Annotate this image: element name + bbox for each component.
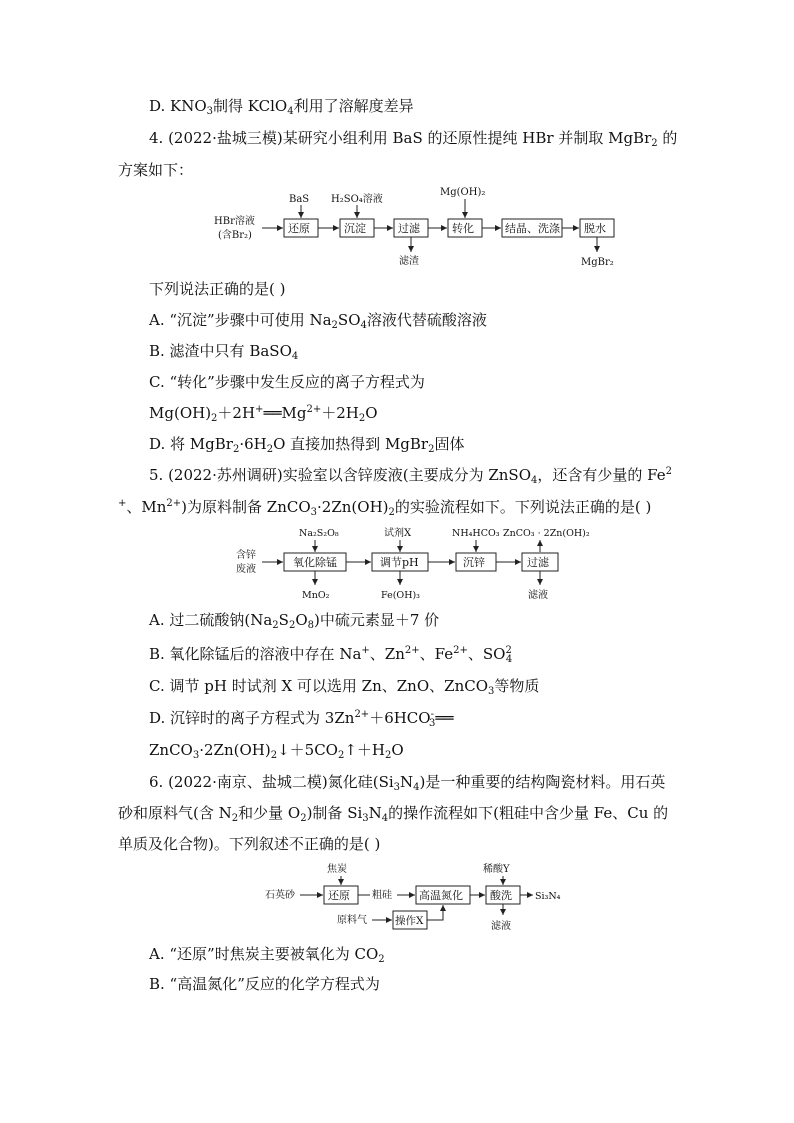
q4-step-crystallize: 结晶、洗涤: [505, 222, 560, 235]
subscript: 3: [428, 718, 436, 729]
q4-output-mgbr2: MgBr₂: [581, 257, 614, 268]
q6-crude-silicon: 粗硅: [372, 890, 392, 901]
text: 方案如下：: [118, 161, 194, 179]
text: D. 将 MgBr: [149, 435, 233, 453]
subscript: 2: [231, 813, 239, 824]
subscript: 2: [385, 750, 392, 761]
text: B. 滤渣中只有 BaSO: [149, 342, 292, 360]
text: ＋2H: [217, 404, 256, 422]
subscript: 2: [270, 750, 278, 761]
q4-step-precipitate: 沉淀: [344, 222, 366, 235]
subscript: 4: [291, 351, 299, 362]
q4-step-reduce: 还原: [288, 222, 310, 235]
text: 等物质: [494, 677, 540, 695]
subscript: 2: [331, 320, 338, 331]
text: 的实验流程如下。下列说法正确的是( ): [394, 498, 652, 516]
text: 4. (2022·盐城三模)某研究小组利用 BaS 的还原性提纯 HBr 并制取 MgBr: [149, 129, 652, 147]
text: N: [400, 773, 414, 791]
subscript: 2: [211, 413, 218, 424]
text: )制备 Si: [306, 804, 363, 822]
text: B. 氧化除锰后的溶液中存在 Na: [149, 645, 362, 663]
q4-output-residue: 滤渣: [399, 256, 419, 267]
text: ，还含有少量的 Fe: [537, 466, 666, 484]
text: 、Zn: [369, 645, 405, 663]
text: N: [368, 804, 382, 822]
q6-output-si3n4: Si₃N₄: [535, 891, 561, 902]
q6-option-a: [149, 944, 385, 964]
text: D. 沉锌时的离子方程式为 3Zn: [149, 709, 355, 727]
q6-step-operation-x: 操作X: [395, 915, 424, 927]
q5-step-precipitate-zinc: 沉锌: [463, 556, 485, 569]
subscript: 2: [388, 507, 395, 518]
text: Mg(OH): [149, 404, 212, 422]
superscript: 2+: [404, 645, 420, 656]
q5-input-label-2: 废液: [236, 564, 256, 575]
superscript: 2: [665, 466, 672, 477]
text: 5. (2022·苏州调研)实验室以含锌废液(主要成分为 ZnSO: [149, 466, 532, 484]
text: ↑＋H: [344, 741, 386, 759]
q5-input-label: 含锌: [236, 550, 256, 561]
text: A. “沉淀”步骤中可使用 Na: [149, 311, 332, 329]
q5-step-adjust-ph: 调节pH: [380, 556, 419, 569]
q4-reagent-h2so4: H₂SO₄溶液: [331, 194, 383, 205]
subscript: 4: [287, 106, 294, 117]
q5-output-product: ZnCO₃ · 2Zn(OH)₂: [503, 528, 590, 539]
q6-step-reduce: 还原: [328, 889, 350, 902]
text: A. “还原”时焦炭主要被氧化为 CO: [149, 945, 379, 963]
subscript: 2: [232, 444, 240, 455]
text: 制得 KClO: [213, 97, 288, 115]
subscript: 4: [360, 320, 367, 331]
text: ·2Zn(OH): [199, 741, 271, 759]
text: ══Mg: [263, 404, 307, 422]
text: B. “高温氮化”反应的化学方程式为: [149, 975, 380, 993]
text: C. “转化”步骤中发生反应的离子方程式为: [149, 373, 425, 391]
text: 、Fe: [419, 645, 454, 663]
subscript: 2: [428, 444, 435, 455]
superscript: 2: [505, 645, 512, 656]
subscript: 3: [206, 106, 214, 117]
text: O: [365, 404, 378, 422]
text: 、Mn: [126, 498, 167, 516]
text: ＋6HCO: [369, 709, 431, 727]
text: 单质及化合物)。下列叙述不正确的是( ): [118, 835, 381, 853]
text: ＋2H: [321, 404, 359, 422]
subscript: 4: [413, 782, 420, 793]
text: 利用了溶解度差异: [293, 97, 414, 115]
q6-reagent-coke: 焦炭: [327, 864, 347, 875]
q5-output-mno2: MnO₂: [302, 590, 330, 601]
subscript: 2: [378, 954, 385, 965]
subscript: 4: [381, 813, 389, 824]
q4-step-convert: 转化: [452, 222, 474, 235]
text: )是一种重要的结构陶瓷材料。用石英: [419, 773, 666, 791]
text: O 直接加热得到 MgBr: [273, 435, 429, 453]
text: 、SO: [467, 645, 506, 663]
subscript: 4: [505, 654, 513, 665]
text: 砂和原料气(含 N: [118, 804, 232, 822]
superscript: +: [255, 404, 264, 415]
subscript: 3: [192, 750, 200, 761]
q4-step-filter: 过滤: [398, 222, 420, 235]
subscript: 3: [362, 813, 369, 824]
q4-reagent-mgoh2: Mg(OH)₂: [440, 187, 486, 198]
subscript: 3: [310, 507, 318, 518]
subscript: 2: [266, 444, 274, 455]
text: O: [295, 611, 308, 629]
q4-step-dehydrate: 脱水: [584, 222, 606, 235]
subscript: 3: [488, 686, 495, 697]
subscript: 3: [393, 782, 401, 793]
subscript: 2: [337, 750, 345, 761]
text: 固体: [434, 435, 465, 453]
text: )为原料制备 ZnCO: [181, 498, 311, 516]
text: O: [391, 741, 404, 759]
q6-output-filtrate: 滤液: [491, 921, 511, 932]
text: ·2Zn(OH): [317, 498, 389, 516]
text: ══: [435, 709, 454, 727]
subscript: 2: [651, 138, 658, 149]
subscript: 8: [307, 620, 315, 631]
text: A. 过二硫酸钠(Na: [149, 611, 273, 629]
text: SO: [337, 311, 361, 329]
q6-feed-gas: 原料气: [337, 915, 367, 926]
q5-output-filtrate: 滤液: [528, 590, 548, 601]
q5-reagent-nh4hco3: NH₄HCO₃: [452, 528, 500, 539]
q5-output-feoh3: Fe(OH)₃: [381, 590, 420, 601]
text: 和少量 O: [238, 804, 301, 822]
text: 溶液代替硫酸溶液: [366, 311, 487, 329]
text: 6. (2022·南京、盐城二模)氮化硅(Si: [149, 773, 394, 791]
text: D. KNO: [149, 97, 207, 115]
subscript: 2: [358, 413, 366, 424]
text: 的操作流程如下(粗硅中含少量 Fe、Cu 的: [388, 804, 669, 822]
text: ↓＋5CO: [277, 741, 338, 759]
text: 的: [657, 129, 678, 147]
subscript: 2: [300, 813, 307, 824]
text: ·6H: [239, 435, 267, 453]
superscript: 2+: [166, 498, 182, 509]
text: ZnCO: [149, 741, 193, 759]
superscript: +: [118, 498, 127, 509]
q5-step-filter: 过滤: [527, 556, 549, 569]
text: C. 调节 pH 时试剂 X 可以选用 Zn、ZnO、ZnCO: [149, 677, 489, 695]
q4-input-label: HBr溶液: [214, 216, 255, 227]
q6-input-label: 石英砂: [265, 890, 295, 901]
q6-reagent-acid-y: 稀酸Y: [483, 864, 510, 875]
subscript: 2: [272, 620, 279, 631]
superscript: +: [361, 645, 370, 656]
q4-reagent-bas: BaS: [289, 194, 310, 205]
q5-reagent-x: 试剂X: [384, 528, 412, 539]
subscript: 4: [531, 475, 538, 486]
q6-option-b: [149, 974, 380, 994]
q6-step-nitridation: 高温氮化: [419, 889, 463, 902]
text: S: [278, 611, 289, 629]
q4-input-note: (含Br₂): [218, 230, 252, 241]
superscript: 2+: [354, 709, 370, 720]
q5-step-oxidize: 氧化除锰: [293, 556, 337, 569]
superscript: 2+: [306, 404, 322, 415]
superscript: -: [430, 709, 434, 720]
q5-reagent-na2s2o8: Na₂S₂O₈: [299, 528, 339, 539]
superscript: 2+: [453, 645, 468, 656]
text: 下列说法正确的是( ): [149, 280, 286, 298]
q6-step-acid-wash: 酸洗: [490, 889, 512, 902]
text: )中硫元素显＋7 价: [314, 611, 440, 629]
subscript: 2: [288, 620, 296, 631]
